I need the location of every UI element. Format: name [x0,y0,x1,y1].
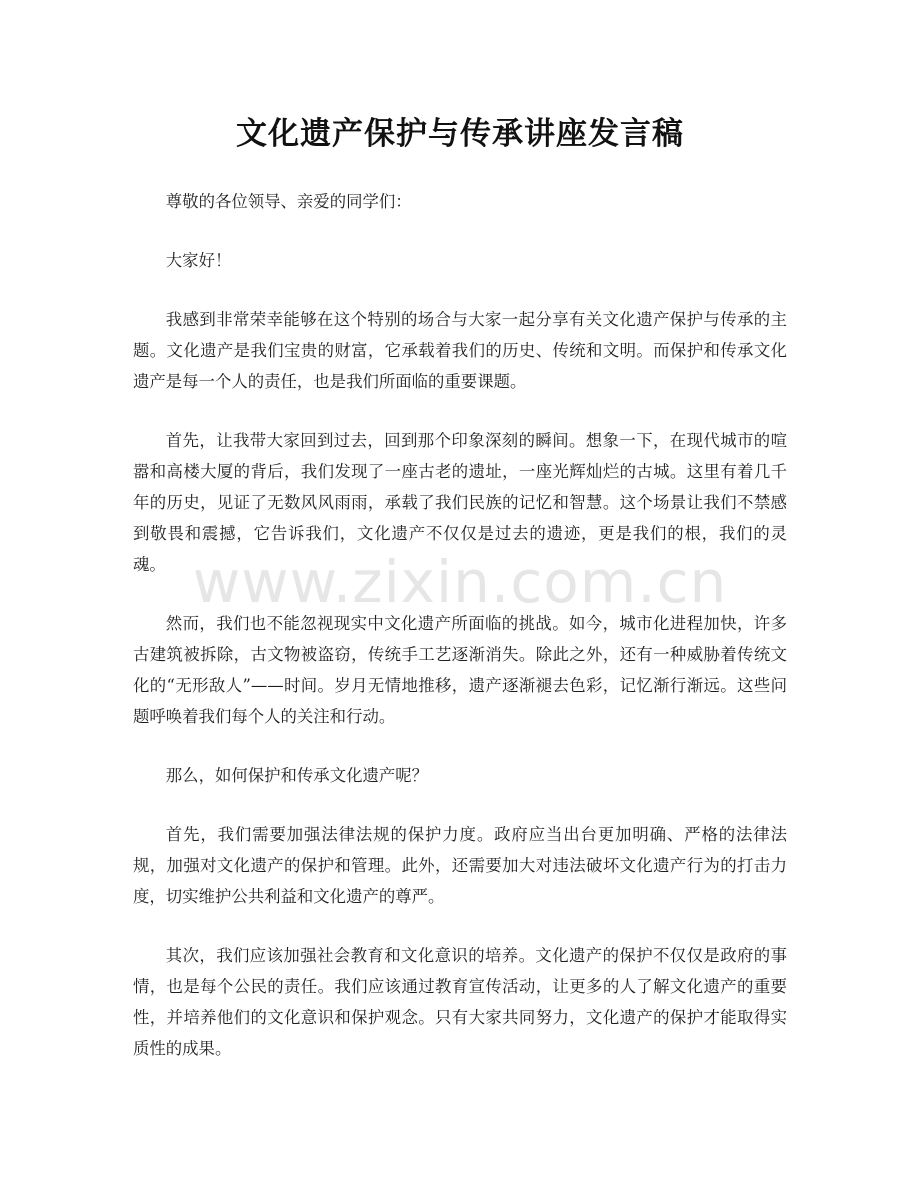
watermark: www.zixin.com.cn [192,548,728,616]
document-body [133,186,787,1092]
paragraph-scene: 首先，让我带大家回到过去，回到那个印象深刻的瞬间。想象一下，在现代城市的喧嚣和高楼大厦的背后，我们发现了一座古老的遗址，一座光辉灿烂的古城。这里有着几千年的历史，见证了无数风风雨雨，承载了我们民族的记忆和智慧。这个场景让我们不禁感到敬畏和震撼，它告诉我们，文化遗产不仅仅是过去的遗迹，更是我们的根，我们的灵魂。 [133,431,787,574]
paragraph-greeting: 大家好！ [165,251,232,270]
paragraph-intro: 我感到非常荣幸能够在这个特别的场合与大家一起分享有关文化遗产保护与传承的主题。文化遗产是我们宝贵的财富，它承载着我们的历史、传统和文明。而保护和传承文化遗产是每一个人的责任，也是我们所面临的重要课题。 [133,310,787,391]
paragraph-law: 首先，我们需要加强法律法规的保护力度。政府应当出台更加明确、严格的法律法规，加强对文化遗产的保护和管理。此外，还需要加大对违法破坏文化遗产行为的打击力度，切实维护公共利益和文化遗产的尊严。 [133,825,787,906]
paragraph-question: 那么，如何保护和传承文化遗产呢？ [165,766,429,785]
paragraph-challenges: 然而，我们也不能忽视现实中文化遗产所面临的挑战。如今，城市化进程加快，许多古建筑被拆除，古文物被盗窃，传统手工艺逐渐消失。除此之外，还有一种威胁着传统文化的“无形敌人”——时间。岁月无情地推移，遗产逐渐褪去色彩，记忆渐行渐远。这些问题呼唤着我们每个人的关注和行动。 [133,614,787,726]
paragraph-education: 其次，我们应该加强社会教育和文化意识的培养。文化遗产的保护不仅仅是政府的事情，也是每个公民的责任。我们应该通过教育宣传活动，让更多的人了解文化遗产的重要性，并培养他们的文化意识和保护观念。只有大家共同努力，文化遗产的保护才能取得实质性的成果。 [133,946,787,1058]
document-title: 文化遗产保护与传承讲座发言稿 [236,116,684,152]
paragraph-salutation: 尊敬的各位领导、亲爱的同学们： [165,192,412,211]
